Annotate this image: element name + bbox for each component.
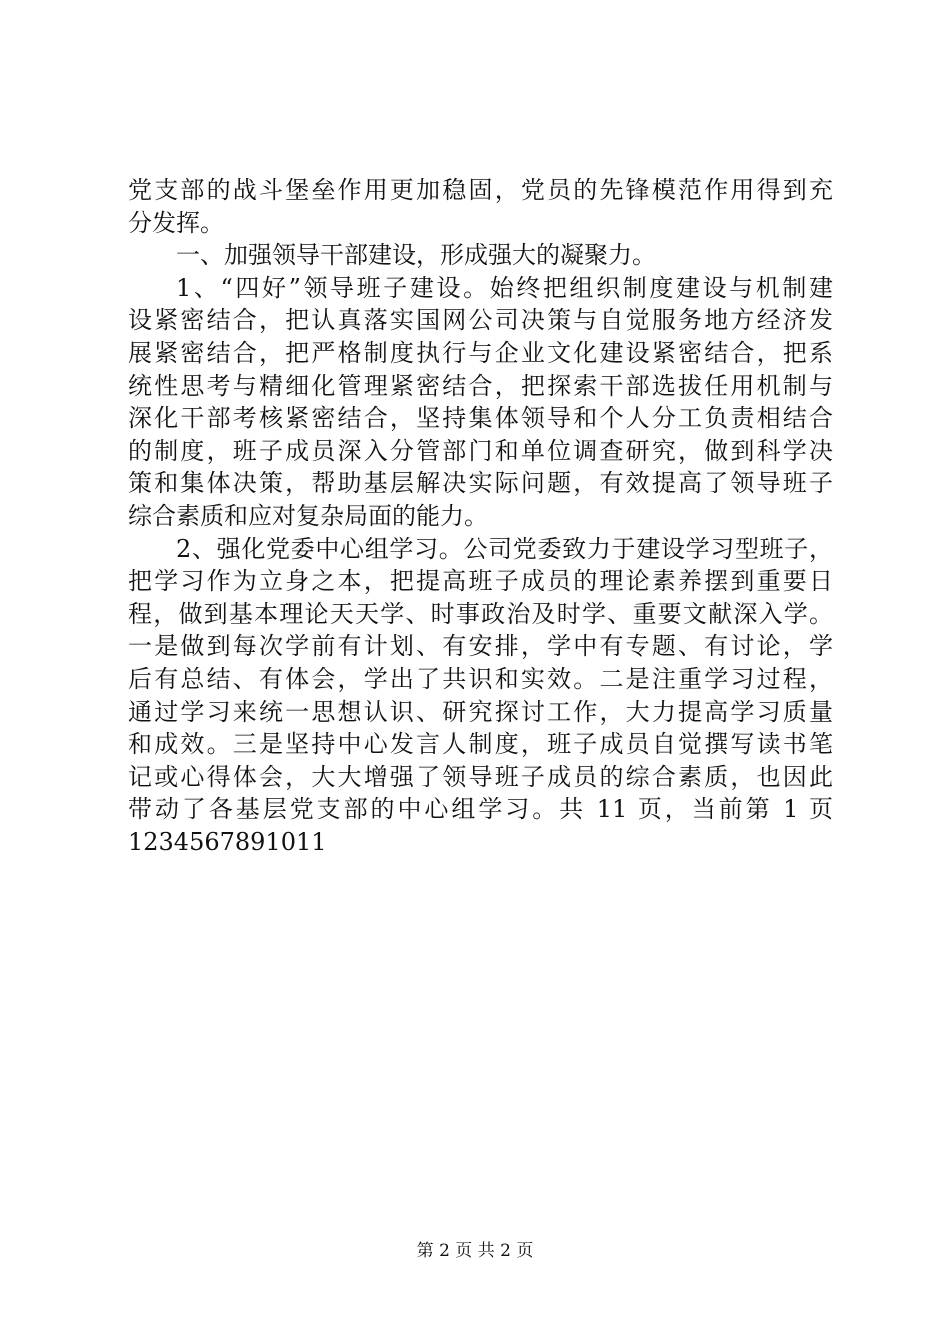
text-line: 1234567891011 (128, 827, 327, 856)
text-line: 带动了各基层党支部的中心组学习。共 11 页，当前第 1 页 (128, 795, 833, 824)
document-body (128, 174, 833, 858)
page-footer: 第 2 页 共 2 页 (416, 1241, 534, 1261)
paragraph-first-line: 2、强化党委中心组学习。公司党委致力于建设学习型班子， (176, 534, 833, 563)
section-heading: 一、加强领导干部建设，形成强大的凝聚力。 (176, 241, 656, 270)
text-line: 记或心得体会，大大增强了领导班子成员的综合素质，也因此 (128, 762, 833, 791)
text-line: 深化干部考核紧密结合，坚持集体领导和个人分工负责相结合 (128, 404, 833, 433)
text-line: 展紧密结合，把严格制度执行与企业文化建设紧密结合，把系 (128, 338, 833, 367)
text-line: 后有总结、有体会，学出了共识和实效。二是注重学习过程， (128, 664, 833, 693)
text-line: 设紧密结合，把认真落实国网公司决策与自觉服务地方经济发 (128, 306, 833, 335)
text-line: 分发挥。 (128, 208, 224, 237)
text-line: 通过学习来统一思想认识、研究探讨工作，大力提高学习质量 (128, 697, 833, 726)
text-line: 程，做到基本理论天天学、时事政治及时学、重要文献深入学。 (128, 599, 833, 628)
paragraph-first-line: 1、“四好”领导班子建设。始终把组织制度建设与机制建 (176, 273, 833, 302)
text-line: 把学习作为立身之本，把提高班子成员的理论素养摆到重要日 (128, 567, 833, 596)
text-line: 和成效。三是坚持中心发言人制度，班子成员自觉撰写读书笔 (128, 730, 833, 759)
text-line: 党支部的战斗堡垒作用更加稳固，党员的先锋模范作用得到充 (128, 176, 833, 204)
text-line: 的制度，班子成员深入分管部门和单位调查研究，做到科学决 (128, 436, 833, 465)
text-line: 一是做到每次学前有计划、有安排，学中有专题、有讨论，学 (128, 632, 833, 661)
text-line: 统性思考与精细化管理紧密结合，把探索干部选拔任用机制与 (128, 371, 833, 400)
text-line: 策和集体决策，帮助基层解决实际问题，有效提高了领导班子 (128, 469, 833, 498)
text-line: 综合素质和应对复杂局面的能力。 (128, 501, 488, 530)
